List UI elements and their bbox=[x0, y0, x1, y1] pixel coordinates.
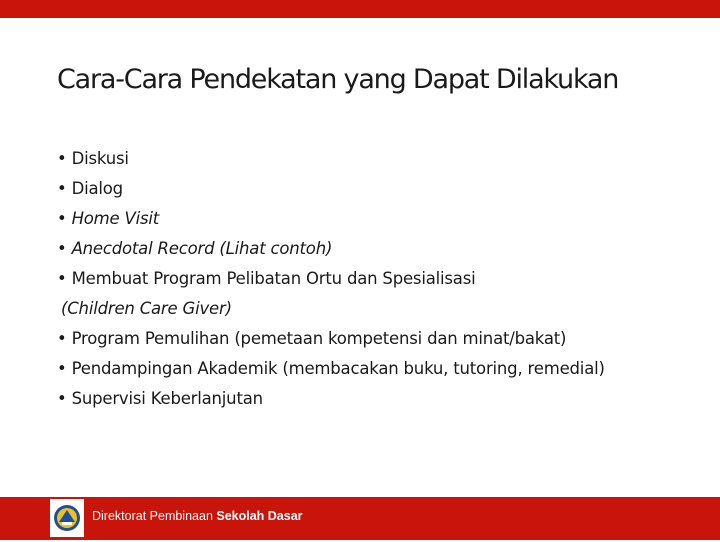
top-accent-bar bbox=[0, 0, 720, 18]
bullet-item-pendampingan-akademik: • Pendampingan Akademik (membacakan buku, tutoring, remedial) bbox=[57, 359, 605, 378]
footer-org-label: Direktorat Pembinaan Sekolah Dasar bbox=[92, 509, 303, 523]
bullet-item-dialog: • Dialog bbox=[57, 179, 123, 198]
bullet-item-program-pelibatan: • Membuat Program Pelibatan Ortu dan Spesialisasi bbox=[57, 269, 476, 288]
slide-title: Cara-Cara Pendekatan yang Dapat Dilakukan bbox=[57, 64, 619, 95]
bullet-item-diskusi: • Diskusi bbox=[57, 149, 129, 168]
bullet-item-anecdotal-record bbox=[57, 234, 707, 264]
tut-wuri-logo-icon bbox=[50, 499, 84, 537]
bullet-text: Home Visit bbox=[71, 209, 160, 228]
bullet-list bbox=[57, 144, 707, 414]
bullet-text: Anecdotal Record (Lihat contoh) bbox=[71, 239, 333, 258]
bullet-marker: • bbox=[57, 239, 72, 258]
bullet-item-continuation: (Children Care Giver) bbox=[61, 299, 232, 318]
bullet-item-home-visit bbox=[57, 204, 707, 234]
bullet-item-program-pemulihan: • Program Pemulihan (pemetaan kompetensi dan minat/bakat) bbox=[57, 329, 567, 348]
bullet-item-supervisi: • Supervisi Keberlanjutan bbox=[57, 389, 263, 408]
bullet-marker: • bbox=[57, 209, 72, 228]
